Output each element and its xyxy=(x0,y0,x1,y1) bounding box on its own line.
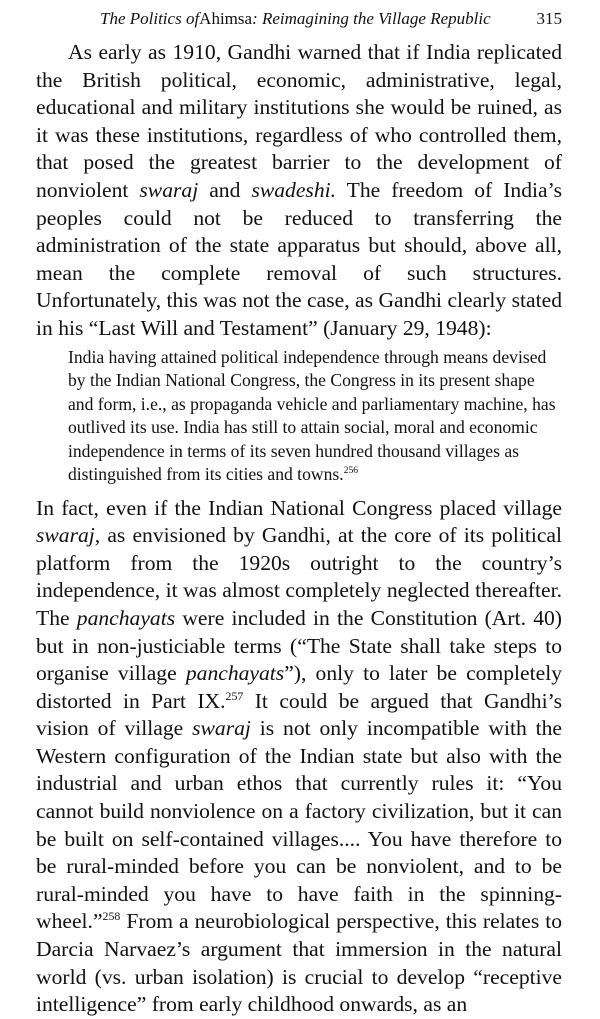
page-number: 315 xyxy=(536,9,562,28)
footnote-ref: 256 xyxy=(343,465,359,477)
running-title: The Politics ofAhimsa: Reimagining the Village Republic xyxy=(100,9,491,28)
block-quote: India having attained political independence through means devised by the Indian National Congress, the Congress in its present shape and form, i.e., as propaganda vehicle and parliamentary machine, has outlived its use. India has still to attain social, moral and economic independence in terms of its seven hundred thousand villages as distinguished from its cities and towns.$^{256}$ xyxy=(68,346,556,485)
paragraph: As early as 1910, Gandhi warned that if India replicated the British political, economic, administrative, legal, educational and military institutions she would be ruined, as it was these institutions, regardless of who controlled them, that posed the greatest barrier to the development of nonviolent swaraj and swadeshi. The freedom of India’s peoples could not be reduced to transferring the administration of the state apparatus but should, above all, mean the complete removal of such structures. Unfortunately, this was not the case, as Gandhi clearly stated in his “Last Will and Testament” (January 29, 1948): xyxy=(36,40,562,340)
footnote-ref: 257 xyxy=(225,688,244,703)
running-head xyxy=(100,6,562,32)
body-text xyxy=(36,39,562,1019)
footnote-ref: 258 xyxy=(102,909,121,924)
paragraph: In fact, even if the Indian National Congress placed village swaraj, as envisioned by Gandhi, at the core of its political platform from the 1920s outright to the country’s independence, it was almost completely neglected thereafter. The panchayats were included in the Constitution (Art. 40) but in non-justiciable terms (“The State shall take steps to organise village panchayats”), only to later be completely distorted in Part IX.$^{257}$ It could be argued that Gandhi’s vision of village swaraj is not only incompatible with the Western configuration of the Indian state but also with the industrial and urban ethos that currently rules it: “You cannot build nonviolence on a factory civilization, but it can be built on self-contained villages.... You have therefore to be rural-minded before you can be nonviolent, and to be rural-minded you have to have faith in the spinning-wheel.”$^{258}$ From a neurobiological perspective, this relates to Darcia Narvaez’s argument that immersion in the natural world (vs. urban isolation) is crucial to develop “receptive intelligence” from early childhood onwards, as an xyxy=(36,495,563,1017)
